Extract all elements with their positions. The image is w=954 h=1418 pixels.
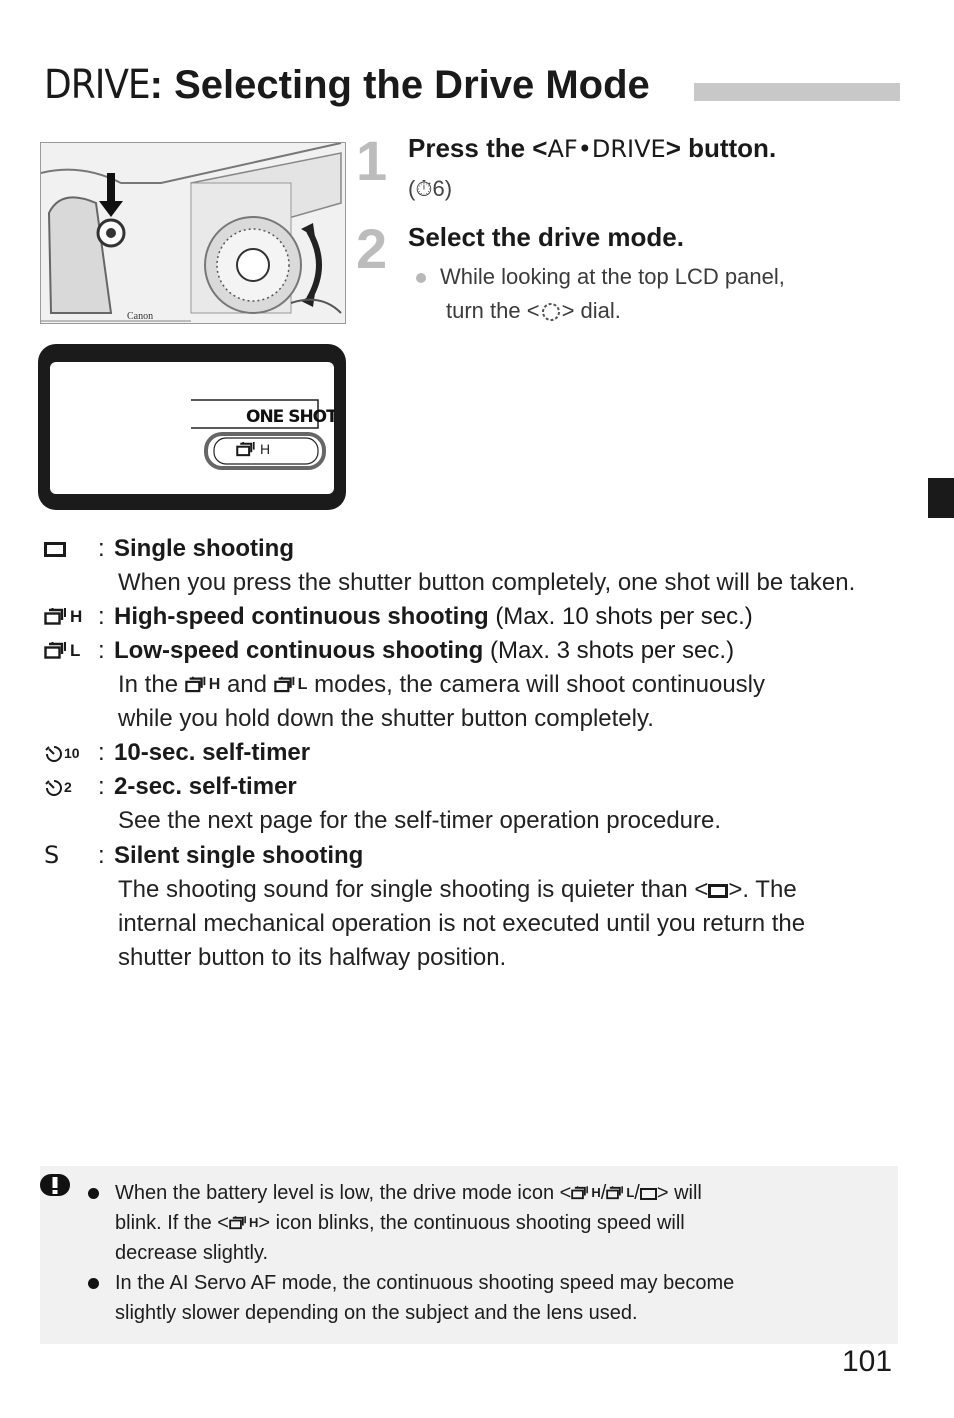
continuous-desc-post: modes, the camera will shoot continuously: [314, 671, 766, 698]
step-2-line-1: While looking at the top LCD panel,: [440, 264, 785, 289]
single-shooting-icon: [44, 542, 66, 557]
step-2-line-2-post: > dial.: [561, 298, 621, 323]
lcd-mode: H: [260, 441, 271, 457]
continuous-desc: In the $^H$ and L modes, the camera will shoot continuously: [118, 671, 766, 698]
page-number: 101: [842, 1345, 893, 1378]
continuous-desc-pre: In the: [118, 671, 179, 698]
caution-2-line-2: slightly slower depending on the subject and the lens used.: [115, 1302, 638, 1324]
mode-high-name: High-speed continuous shooting: [114, 603, 489, 630]
title-text: Selecting the Drive Mode: [174, 63, 650, 107]
mode-low-note: (Max. 3 shots per sec.): [489, 637, 735, 664]
caution-1-line-2-post: > icon blinks, the continuous shooting speed will: [258, 1212, 685, 1234]
camera-photo: [40, 142, 346, 324]
self-timer-10-icon: [44, 744, 64, 764]
step-2-title: Select the drive mode.: [408, 222, 684, 252]
mode-silent: S : Silent single shooting: [44, 838, 904, 873]
continuous-high-icon-small: [229, 1216, 249, 1232]
mode-low-speed: L : Low-speed continuous shooting (Max. 3 shots per sec.): [44, 634, 904, 668]
continuous-low-icon-inline: [274, 676, 298, 696]
continuous-high-icon-inline: [185, 676, 209, 696]
mode-low-name: Low-speed continuous shooting: [114, 637, 484, 664]
mode-high-speed: $^H$ : High-speed continuous shooting (Max. 10 shots per sec.): [44, 600, 904, 634]
step-1-title-post: > button.: [665, 133, 777, 163]
mode-single-desc: When you press the shutter button completely, one shot will be taken.: [118, 569, 856, 596]
single-shooting-icon-inline: [708, 884, 728, 898]
bullet-icon: [416, 273, 426, 283]
mode-single-name: Single shooting: [114, 535, 294, 562]
af-drive-key: AF•DRIVE: [547, 135, 666, 163]
silent-desc-line-1-post: >. The: [728, 876, 797, 903]
mode-list: [44, 532, 904, 975]
caution-2-line-1: In the AI Servo AF mode, the continuous shooting speed may become: [115, 1272, 735, 1294]
main-dial-icon: [540, 301, 562, 323]
silent-desc-line-1: [44, 873, 904, 907]
drive-label: DRIVE: [44, 62, 150, 108]
chapter-tab: [928, 478, 954, 518]
silent-desc-line-1-pre: The shooting sound for single shooting is quieter than <: [118, 876, 709, 903]
mode-10sec-name: 10-sec. self-timer: [114, 739, 311, 766]
caution-list: When the battery level is low, the drive mode icon < $^H$/ L/ > will blink. If the < $^H$> icon blinks, the continuous shooting speed will decrease slightly. In the AI Servo AF mode, the continuous shooting speed may become slightly slower depending on the subject and the lens used.: [88, 1178, 888, 1328]
bullet-icon: [88, 1278, 99, 1289]
caution-icon: [38, 1168, 72, 1202]
continuous-desc-mid: and: [226, 671, 267, 698]
caution-1-line-1-post: > will: [656, 1182, 702, 1204]
title-rule: [694, 83, 900, 101]
title-separator: :: [149, 63, 163, 107]
caution-1-line-3: decrease slightly.: [115, 1242, 269, 1264]
step-2-number: 2: [356, 217, 388, 280]
page-title: [44, 62, 650, 108]
self-timer-2-icon: [44, 778, 64, 798]
caution-1-line-2-pre: blink. If the <: [115, 1212, 229, 1234]
continuous-high-icon: [44, 608, 70, 628]
mode-silent-name: Silent single shooting: [114, 842, 364, 869]
camera-illustration: [41, 143, 345, 323]
continuous-high-icon-small: [571, 1186, 591, 1202]
brand-text: Canon: [127, 311, 154, 322]
lcd-one-shot: ONE SHOT: [246, 407, 334, 427]
mode-high-note: (Max. 10 shots per sec.): [495, 603, 753, 630]
mode-10sec-timer: $^{10}$ : 10-sec. self-timer: [44, 736, 904, 770]
caution-1-line-1-pre: When the battery level is low, the drive mode icon <: [115, 1182, 572, 1204]
step-1-number: 1: [356, 129, 388, 192]
self-timer-desc: See the next page for the self-timer operation procedure.: [118, 807, 722, 834]
continuous-low-icon-small: [606, 1186, 626, 1202]
lcd-illustration: [50, 362, 334, 494]
bullet-icon: [88, 1188, 99, 1199]
silent-desc-line-3: shutter button to its halfway position.: [118, 944, 507, 971]
continuous-desc-line-2: while you hold down the shutter button completely.: [118, 705, 654, 732]
step-2-line-2: turn the <: [446, 298, 540, 323]
continuous-low-icon: [44, 642, 70, 662]
lcd-screen: [50, 362, 334, 494]
step-1-page-ref: (⏱6): [408, 176, 453, 201]
mode-2sec-name: 2-sec. self-timer: [114, 773, 297, 800]
step-1-title: [408, 133, 776, 164]
silent-desc-line-2: internal mechanical operation is not executed until you return the: [118, 910, 806, 937]
mode-single: : Single shooting: [44, 532, 904, 566]
mode-2sec-timer: 2 : 2-sec. self-timer: [44, 770, 904, 804]
single-icon-small: [640, 1188, 657, 1200]
step-2-bullet: [416, 260, 785, 328]
step-1-title-pre: Press the <: [408, 133, 548, 163]
lcd-panel: [38, 344, 346, 510]
silent-icon: S: [44, 841, 60, 869]
